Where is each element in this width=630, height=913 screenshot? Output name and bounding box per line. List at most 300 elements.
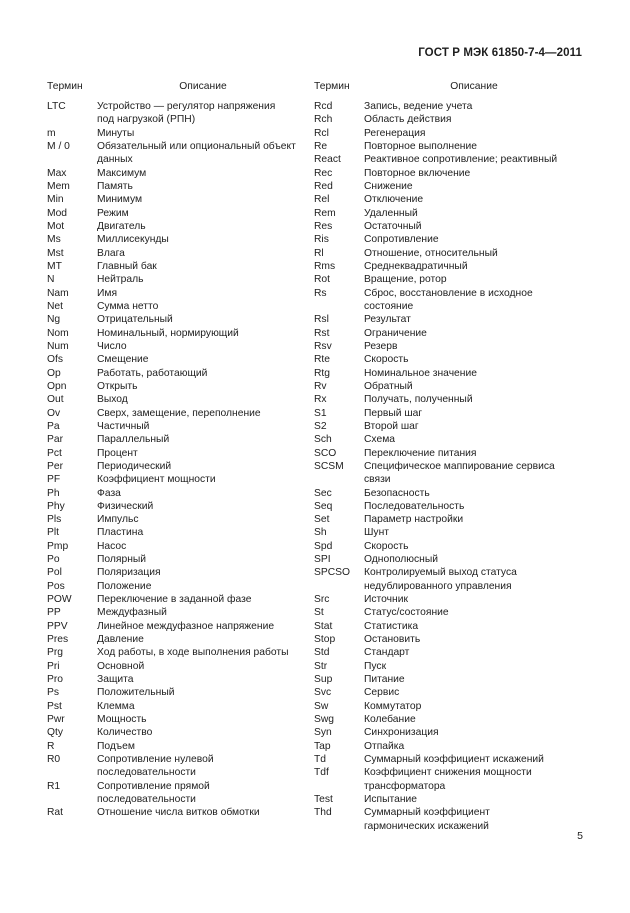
term-description: Среднеквадратичный <box>364 260 468 272</box>
page-number: 5 <box>577 830 583 842</box>
glossary-row <box>47 353 309 366</box>
term-abbreviation: Pol <box>47 567 62 579</box>
term-abbreviation: M / 0 <box>47 140 70 152</box>
glossary-row <box>47 193 309 206</box>
term-description: Суммарный коэффициент искажений <box>364 754 544 766</box>
glossary-row <box>314 247 584 260</box>
glossary-row <box>47 367 309 380</box>
term-abbreviation: Prg <box>47 647 64 659</box>
glossary-row <box>47 260 309 273</box>
term-abbreviation: Swg <box>314 714 335 726</box>
term-abbreviation: Ms <box>47 234 61 246</box>
glossary-row <box>314 327 584 340</box>
term-abbreviation: R1 <box>47 780 61 792</box>
term-abbreviation: Nam <box>47 287 69 299</box>
term-description: Междуфазный <box>97 607 167 619</box>
term-abbreviation: Rch <box>314 114 333 126</box>
glossary-row <box>47 167 309 180</box>
term-description: Сверх, замещение, переполнение <box>97 407 261 419</box>
term-abbreviation: Rx <box>314 394 327 406</box>
glossary-row <box>314 766 584 793</box>
column-header <box>47 80 309 93</box>
term-abbreviation: Tap <box>314 740 331 752</box>
standard-header: ГОСТ Р МЭК 61850-7-4—2011 <box>418 47 582 59</box>
glossary-row <box>47 740 309 753</box>
term-description: Суммарный коэффициент гармонических искажений <box>364 807 490 832</box>
term-abbreviation: Syn <box>314 727 332 739</box>
glossary-row <box>314 367 584 380</box>
term-description: Мощность <box>97 714 147 726</box>
glossary-row <box>314 753 584 766</box>
description-header: Описание <box>179 81 227 92</box>
term-abbreviation: Rv <box>314 380 327 392</box>
term-abbreviation: Rel <box>314 194 330 206</box>
term-abbreviation: Rs <box>314 287 327 299</box>
term-description: Результат <box>364 314 411 326</box>
glossary-row <box>47 566 309 579</box>
glossary-row <box>47 327 309 340</box>
term-abbreviation: PF <box>47 474 61 486</box>
term-description: Имя <box>97 287 118 299</box>
term-description: Периодический <box>97 460 172 472</box>
term-abbreviation: Spd <box>314 540 333 552</box>
term-abbreviation: Pwr <box>47 714 65 726</box>
term-abbreviation: Pst <box>47 700 62 712</box>
term-abbreviation: Red <box>314 180 333 192</box>
term-abbreviation: Par <box>47 434 64 446</box>
term-abbreviation: Nom <box>47 327 69 339</box>
term-abbreviation: Std <box>314 647 330 659</box>
term-abbreviation: Max <box>47 167 67 179</box>
term-description: Пуск <box>364 660 387 672</box>
term-description: Число <box>97 340 127 352</box>
term-abbreviation: Sch <box>314 434 332 446</box>
term-abbreviation: Pri <box>47 660 60 672</box>
term-abbreviation: Po <box>47 554 60 566</box>
term-description: Коэффициент мощности <box>97 474 216 486</box>
term-abbreviation: N <box>47 274 55 286</box>
term-abbreviation: Qty <box>47 727 64 739</box>
glossary-row <box>314 660 584 673</box>
glossary-row <box>314 633 584 646</box>
glossary-row <box>314 673 584 686</box>
term-abbreviation: PP <box>47 607 61 619</box>
glossary-row <box>47 646 309 659</box>
glossary-row <box>47 593 309 606</box>
term-abbreviation: Num <box>47 340 69 352</box>
glossary-row <box>314 233 584 246</box>
term-abbreviation: St <box>314 607 324 619</box>
term-abbreviation: Stop <box>314 634 336 646</box>
glossary-row <box>314 207 584 220</box>
glossary-row <box>314 513 584 526</box>
glossary-row <box>47 553 309 566</box>
term-abbreviation: Out <box>47 394 64 406</box>
term-description: Однополюсный <box>364 554 438 566</box>
left-term-list <box>47 100 309 820</box>
term-abbreviation: Test <box>314 794 333 806</box>
term-description: Вращение, ротор <box>364 274 447 286</box>
term-description: Отпайка <box>364 740 405 752</box>
term-description: Физический <box>97 500 154 512</box>
term-description: Остаточный <box>364 220 422 232</box>
term-description: Номинальный, нормирующий <box>97 327 239 339</box>
term-description: Максимум <box>97 167 147 179</box>
term-abbreviation: Tdf <box>314 767 329 779</box>
glossary-row <box>47 487 309 500</box>
term-description: Влага <box>97 247 125 259</box>
term-description: Линейное междуфазное напряжение <box>97 620 275 632</box>
glossary-row <box>314 553 584 566</box>
term-abbreviation: Rte <box>314 354 331 366</box>
glossary-row <box>47 433 309 446</box>
term-description: Давление <box>97 634 144 646</box>
glossary-row <box>47 313 309 326</box>
glossary-row <box>47 207 309 220</box>
glossary-row <box>47 726 309 739</box>
glossary-row <box>47 127 309 140</box>
glossary-row <box>47 407 309 420</box>
glossary-row <box>314 313 584 326</box>
term-description: Получать, полученный <box>364 394 473 406</box>
term-description: Сброс, восстановление в исходное состояние <box>364 287 533 312</box>
term-abbreviation: Ph <box>47 487 60 499</box>
term-description: Обязательный или опциональный объект данных <box>97 140 296 166</box>
term-description: Скорость <box>364 540 409 552</box>
term-abbreviation: Pro <box>47 674 64 686</box>
glossary-row <box>47 447 309 460</box>
term-description: Память <box>97 180 133 192</box>
glossary-row <box>314 606 584 619</box>
glossary-row <box>314 686 584 699</box>
term-description: Отношение числа витков обмотки <box>97 807 260 819</box>
glossary-row <box>47 100 309 127</box>
term-abbreviation: Rsv <box>314 340 332 352</box>
term-description: Запись, ведение учета <box>364 100 473 112</box>
glossary-row <box>47 233 309 246</box>
term-description: Схема <box>364 434 396 446</box>
glossary-row <box>47 806 309 819</box>
glossary-row <box>47 380 309 393</box>
term-description: Смещение <box>97 354 149 366</box>
term-abbreviation: Ov <box>47 407 61 419</box>
term-description: Переключение питания <box>364 447 477 459</box>
term-description: Отношение, относительный <box>364 247 498 259</box>
glossary-row <box>314 646 584 659</box>
term-description: Питание <box>364 674 405 686</box>
term-abbreviation: Op <box>47 367 61 379</box>
term-abbreviation: R <box>47 740 55 752</box>
glossary-row <box>314 566 584 593</box>
term-description: Фаза <box>97 487 121 499</box>
term-description: Снижение <box>364 180 413 192</box>
term-description: Положительный <box>97 687 175 699</box>
glossary-row <box>47 473 309 486</box>
glossary-row <box>47 673 309 686</box>
term-abbreviation: Td <box>314 754 327 766</box>
term-description: Отрицательный <box>97 314 173 326</box>
glossary-row <box>314 433 584 446</box>
term-description: Поляризация <box>97 567 161 579</box>
term-abbreviation: SCO <box>314 447 337 459</box>
glossary-row <box>47 140 309 167</box>
term-abbreviation: Sw <box>314 700 329 712</box>
term-description: Область действия <box>364 114 452 126</box>
term-abbreviation: Rem <box>314 207 336 219</box>
term-description: Полярный <box>97 554 147 566</box>
term-abbreviation: Rl <box>314 247 324 259</box>
glossary-row <box>47 660 309 673</box>
glossary-row <box>47 686 309 699</box>
term-description: Специфическое маппирование сервиса связи <box>364 460 555 486</box>
term-abbreviation: Ng <box>47 314 61 326</box>
glossary-row <box>314 726 584 739</box>
term-abbreviation: Rcl <box>314 127 329 139</box>
term-abbreviation: Svc <box>314 687 332 699</box>
term-description: Главный бак <box>97 260 157 272</box>
term-abbreviation: React <box>314 154 341 166</box>
term-description: Выход <box>97 394 128 406</box>
term-abbreviation: MT <box>47 260 62 272</box>
glossary-row <box>314 287 584 314</box>
term-description: Параметр настройки <box>364 514 464 526</box>
term-description: Статистика <box>364 620 419 632</box>
glossary-row <box>314 260 584 273</box>
term-abbreviation: Rst <box>314 327 330 339</box>
glossary-row <box>314 407 584 420</box>
term-abbreviation: Pls <box>47 514 62 526</box>
term-header: Термин <box>314 81 350 92</box>
term-abbreviation: S1 <box>314 407 327 419</box>
term-abbreviation: SPI <box>314 554 331 566</box>
term-description: Коэффициент снижения мощности трансформатора <box>364 767 532 792</box>
term-description: Сумма нетто <box>97 300 159 312</box>
term-abbreviation: PPV <box>47 620 68 632</box>
glossary-row <box>314 153 584 166</box>
term-description: Второй шаг <box>364 420 419 432</box>
term-description: Колебание <box>364 714 416 726</box>
term-description: Ход работы, в ходе выполнения работы <box>97 647 289 659</box>
glossary-row <box>47 513 309 526</box>
term-description: Клемма <box>97 700 135 712</box>
term-abbreviation: Pa <box>47 420 60 432</box>
term-abbreviation: Ofs <box>47 354 64 366</box>
glossary-row <box>314 806 584 833</box>
glossary-row <box>47 713 309 726</box>
term-abbreviation: Pct <box>47 447 62 459</box>
term-abbreviation: Rtg <box>314 367 331 379</box>
term-description: Статус/состояние <box>364 607 449 619</box>
term-abbreviation: Sup <box>314 674 333 686</box>
glossary-row <box>47 500 309 513</box>
glossary-row <box>47 220 309 233</box>
term-abbreviation: Min <box>47 194 64 206</box>
glossary-row <box>314 460 584 487</box>
term-description: Удаленный <box>364 207 418 219</box>
term-abbreviation: Res <box>314 220 333 232</box>
term-description: Номинальное значение <box>364 367 477 379</box>
term-description: Ограничение <box>364 327 427 339</box>
term-abbreviation: Str <box>314 660 328 672</box>
term-abbreviation: Src <box>314 594 330 606</box>
glossary-row <box>314 793 584 806</box>
glossary-row <box>314 193 584 206</box>
term-description: Источник <box>364 594 408 606</box>
term-description: Процент <box>97 447 138 459</box>
term-description: Подъем <box>97 740 135 752</box>
glossary-row <box>47 340 309 353</box>
term-abbreviation: Sec <box>314 487 332 499</box>
term-abbreviation: Rat <box>47 807 64 819</box>
term-description: Положение <box>97 580 152 592</box>
term-description: Частичный <box>97 420 150 432</box>
term-description: Контролируемый выход статуса недублированного управления <box>364 567 517 592</box>
glossary-row <box>47 580 309 593</box>
term-abbreviation: Pres <box>47 634 69 646</box>
glossary-row <box>314 593 584 606</box>
glossary-row <box>47 526 309 539</box>
term-description: Сопротивление <box>364 234 439 246</box>
glossary-row <box>314 487 584 500</box>
term-abbreviation: Mst <box>47 247 64 259</box>
term-description: Параллельный <box>97 434 170 446</box>
term-abbreviation: Plt <box>47 527 60 539</box>
term-abbreviation: S2 <box>314 420 327 432</box>
term-description: Коммутатор <box>364 700 422 712</box>
glossary-row <box>314 380 584 393</box>
term-description: Регенерация <box>364 127 426 139</box>
glossary-row <box>47 273 309 286</box>
term-abbreviation: Rot <box>314 274 331 286</box>
term-header: Термин <box>47 81 83 92</box>
term-abbreviation: R0 <box>47 754 61 766</box>
glossary-row <box>314 420 584 433</box>
term-abbreviation: Mod <box>47 207 68 219</box>
term-description: Отключение <box>364 194 424 206</box>
glossary-row <box>314 167 584 180</box>
glossary-row <box>47 247 309 260</box>
term-description: Открыть <box>97 380 138 392</box>
term-description: Повторное выполнение <box>364 140 477 152</box>
description-header: Описание <box>450 81 498 92</box>
glossary-row <box>314 526 584 539</box>
term-description: Работать, работающий <box>97 367 208 379</box>
glossary-row <box>314 447 584 460</box>
glossary-row <box>47 420 309 433</box>
term-abbreviation: Stat <box>314 620 333 632</box>
left-term-column <box>47 80 309 820</box>
glossary-row <box>47 287 309 300</box>
glossary-row <box>47 753 309 780</box>
term-description: Сервис <box>364 687 400 699</box>
term-abbreviation: Set <box>314 514 330 526</box>
term-abbreviation: POW <box>47 594 72 606</box>
term-description: Количество <box>97 727 153 739</box>
glossary-row <box>47 606 309 619</box>
term-description: Пластина <box>97 527 144 539</box>
term-description: Двигатель <box>97 220 146 232</box>
glossary-row <box>47 620 309 633</box>
glossary-row <box>314 220 584 233</box>
glossary-row <box>47 180 309 193</box>
right-term-list <box>314 100 584 833</box>
term-description: Основной <box>97 660 145 672</box>
term-abbreviation: Mot <box>47 220 65 232</box>
term-description: Стандарт <box>364 647 410 659</box>
glossary-row <box>314 353 584 366</box>
term-description: Минимум <box>97 194 143 206</box>
term-description: Устройство — регулятор напряжения под нагрузкой (РПН) <box>97 100 276 126</box>
term-description: Импульс <box>97 514 139 526</box>
glossary-row <box>47 393 309 406</box>
term-abbreviation: Net <box>47 300 64 312</box>
term-description: Переключение в заданной фазе <box>97 594 252 606</box>
term-description: Испытание <box>364 794 418 806</box>
glossary-row <box>47 300 309 313</box>
term-description: Резерв <box>364 340 398 352</box>
glossary-row <box>314 140 584 153</box>
term-abbreviation: Mem <box>47 180 70 192</box>
glossary-row <box>314 500 584 513</box>
term-description: Сопротивление нулевой последовательности <box>97 754 214 779</box>
glossary-row <box>47 460 309 473</box>
term-description: Шунт <box>364 527 389 539</box>
glossary-row <box>314 100 584 113</box>
glossary-row <box>314 393 584 406</box>
term-description: Остановить <box>364 634 421 646</box>
term-description: Синхронизация <box>364 727 439 739</box>
glossary-row <box>47 540 309 553</box>
term-abbreviation: Per <box>47 460 64 472</box>
term-description: Безопасность <box>364 487 430 499</box>
term-abbreviation: Rec <box>314 167 333 179</box>
glossary-row <box>314 540 584 553</box>
glossary-row <box>314 340 584 353</box>
glossary-row <box>314 180 584 193</box>
term-abbreviation: m <box>47 127 56 139</box>
term-description: Сопротивление прямой последовательности <box>97 780 210 806</box>
term-description: Скорость <box>364 354 409 366</box>
term-abbreviation: Ps <box>47 687 60 699</box>
term-abbreviation: LTC <box>47 100 66 112</box>
term-description: Реактивное сопротивление; реактивный <box>364 154 558 166</box>
glossary-row <box>47 700 309 713</box>
term-abbreviation: Phy <box>47 500 65 512</box>
term-abbreviation: Re <box>314 140 328 152</box>
glossary-row <box>47 780 309 807</box>
term-description: Минуты <box>97 127 135 139</box>
column-header <box>314 80 584 93</box>
term-abbreviation: Pos <box>47 580 65 592</box>
glossary-row <box>314 113 584 126</box>
term-abbreviation: Rcd <box>314 100 333 112</box>
glossary-row <box>47 633 309 646</box>
glossary-row <box>314 273 584 286</box>
term-description: Миллисекунды <box>97 234 169 246</box>
term-abbreviation: Opn <box>47 380 67 392</box>
term-description: Нейтраль <box>97 274 144 286</box>
glossary-row <box>314 740 584 753</box>
term-description: Первый шаг <box>364 407 423 419</box>
term-description: Защита <box>97 674 134 686</box>
term-abbreviation: Ris <box>314 234 329 246</box>
term-description: Обратный <box>364 380 413 392</box>
term-description: Насос <box>97 540 127 552</box>
term-description: Последовательность <box>364 500 465 512</box>
term-description: Повторное включение <box>364 167 471 179</box>
glossary-row <box>314 127 584 140</box>
glossary-row <box>314 620 584 633</box>
